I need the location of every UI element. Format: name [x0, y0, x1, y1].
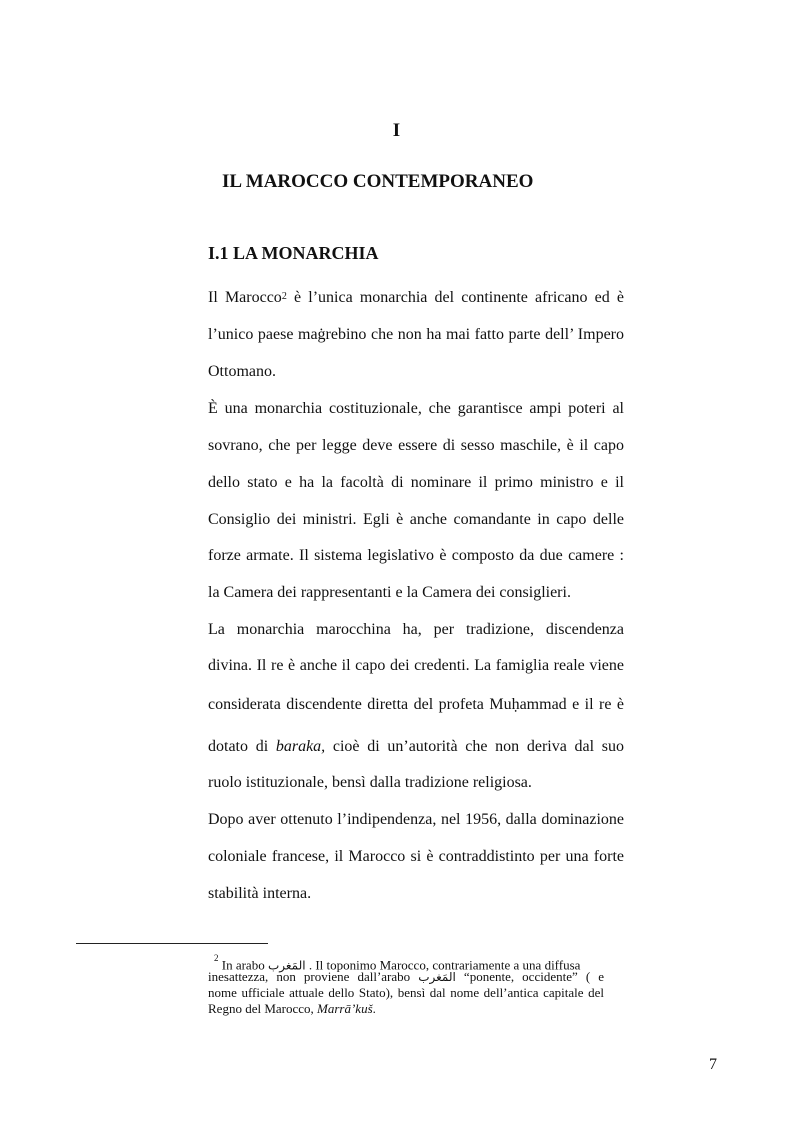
body-line-13: [208, 737, 624, 757]
body-line-10: La monarchia marocchina ha, per tradizione, discendenza: [208, 621, 624, 638]
footnote-line-4: [208, 1001, 604, 1017]
term-marrakush: Marrā’kuš: [317, 1001, 373, 1016]
footnote-line-3: nome ufficiale attuale dello Stato), bensì dal nome dell’antica capitale del: [208, 985, 604, 1000]
body-line-11: divina. Il re è anche il capo dei credenti. La famiglia reale viene: [208, 657, 624, 674]
footnote-text: .: [372, 1001, 376, 1016]
footnote-number: 2: [214, 953, 219, 963]
body-line-15: Dopo aver ottenuto l’indipendenza, nel 1956, dalla dominazione: [208, 811, 624, 828]
chapter-title: IL MAROCCO CONTEMPORANEO: [222, 171, 534, 192]
body-line-3: Ottomano.: [208, 363, 276, 380]
footnote-text: “ponente, occidente” ( e: [455, 969, 604, 984]
footnote-separator: [76, 943, 268, 944]
chapter-number: I: [392, 120, 401, 141]
body-line-14: ruolo istituzionale, bensì dalla tradizione religiosa.: [208, 774, 532, 791]
body-line-13-text-cont: cioè di un’autorità che non deriva dal suo: [325, 738, 625, 755]
body-line-8: forze armate. Il sistema legislativo è composto da due camere :: [208, 547, 624, 564]
body-line-12: considerata discendente diretta del profeta Muḥammad e il re è: [208, 696, 624, 713]
body-line-1-text-cont: è l’unica monarchia del continente africano ed è: [286, 289, 625, 306]
arabic-term: المَغرب: [418, 970, 456, 984]
footnote-line-2: [208, 969, 604, 985]
body-line-1-text: Il Marocco: [208, 289, 282, 306]
body-line-7: Consiglio dei ministri. Egli è anche comandante in capo delle: [208, 511, 624, 528]
body-line-13-text: dotato di: [208, 738, 276, 755]
body-line-4: È una monarchia costituzionale, che garantisce ampi poteri al: [208, 400, 624, 417]
arabic-term: المَغرب: [267, 958, 306, 973]
footnote-text: inesattezza, non proviene dall’arabo: [208, 969, 419, 984]
footnote-text: Regno del Marocco,: [208, 1001, 318, 1016]
body-line-6: dello stato e ha la facoltà di nominare il primo ministro e il: [208, 474, 624, 491]
body-line-2: l’unico paese maġrebino che non ha mai fatto parte dell’ Impero: [208, 326, 624, 343]
body-line-9: la Camera dei rappresentanti e la Camera dei consiglieri.: [208, 584, 571, 601]
body-line-1: [208, 288, 624, 310]
body-line-16: coloniale francese, il Marocco si è contraddistinto per una forte: [208, 848, 624, 865]
footnote-text: . Il toponimo Marocco, contrariamente a una diffusa: [305, 957, 581, 973]
footnote-text: In arabo: [218, 957, 268, 973]
footnote-reference[interactable]: 2: [281, 291, 287, 302]
section-heading: I.1 LA MONARCHIA: [208, 243, 379, 263]
body-line-17: stabilità interna.: [208, 885, 312, 902]
term-baraka: baraka,: [275, 738, 326, 755]
body-line-5: sovrano, che per legge deve essere di sesso maschile, è il capo: [208, 437, 624, 454]
page-number: 7: [709, 1056, 717, 1073]
